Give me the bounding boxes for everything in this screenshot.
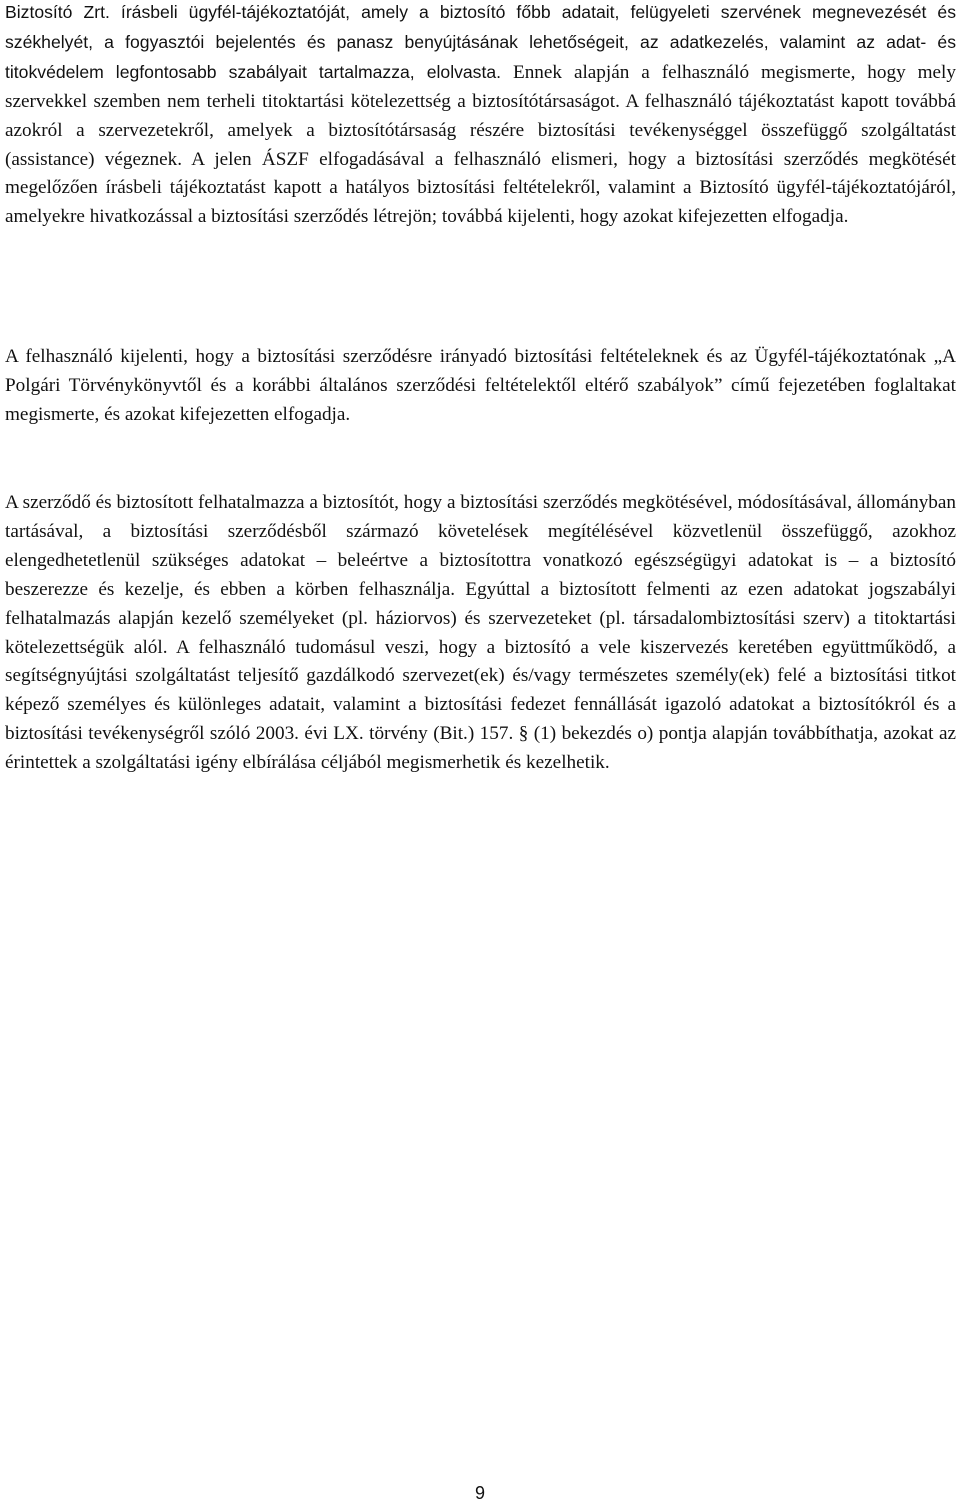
paragraph-civil-code-acknowledgement: A felhasználó kijelenti, hogy a biztosítási szerződésre irányadó biztosítási feltételeknek és az Ügyfél-tájékoztatónak „A Polgári Törvénykönyvtől és a korábbi általános szerződési feltételektől eltérő szabályok” című fejezetében foglaltakat megismerte, és azokat kifejezetten elfogadja. — [5, 346, 956, 425]
paragraph-data-processing-authorization: A szerződő és biztosított felhatalmazza a biztosítót, hogy a biztosítási szerződés megkötésével, módosításával, állományban tartásával, a biztosítási szerződésből származó követelések megítélésével közvetlenül összefüggő, azokhoz elengedhetetlenül szükséges adatokat – beleértve a biztosítottra vonatkozó egészségügyi adatokat is – a biztosító beszerezze és kezelje, és ebben a körben felhasználja. Egyúttal a biztosított felmenti az ezen adatokat jogszabályi felhatalmazás alapján kezelő személyeket (pl. háziorvos) és szervezeteket (pl. társadalombiztosítási szerv) a titoktartási kötelezettségük alól. A felhasználó tudomásul veszi, hogy a biztosító a vele kiszervezés keretében együttműködő, a segítségnyújtási szolgáltatást teljesítő gazdálkodó szervezet(ek) és/vagy természetes személy(ek) felé a biztosítási titkot képező személyes és különleges adatait, valamint a biztosítási fedezet fennállását igazoló adatokat a biztosítókról és a biztosítási tevékenységről szóló 2003. évi LX. törvény (Bit.) 157. § (1) bekezdés o) pontja alapján továbbíthatja, azokat az érintettek a szolgáltatási igény elbírálása céljából megismerhetik és kezelhetik. — [5, 492, 956, 774]
paragraph-consent-customer-info — [5, 0, 956, 232]
page-number: 9 — [474, 1483, 485, 1503]
paragraph-1-sans-text: Biztosító Zrt. írásbeli ügyfél-tájékoztatóját, amely a biztosító főbb adatait, felügyeleti szervének megnevezését és székhelyét, a fogyasztói bejelentés és panasz benyújtásának lehetőségeit, az adatkezelés, valamint az adat- és titokvédelem legfontosabb szabályait tartalmazza, elolvasta. — [5, 2, 956, 82]
paragraph-1-serif-text: Ennek alapján a felhasználó megismerte, hogy mely szervekkel szemben nem terheli titoktartási kötelezettség a biztosítótársaságot. A felhasználó tájékoztatást kapott továbbá azokról a szervezetekről, amelyek a biztosítótársaság részére biztosítási tevékenységgel összefüggő szolgáltatást (assistance) végeznek. A jelen ÁSZF elfogadásával a felhasználó elismeri, hogy a biztosítási szerződés megkötését megelőzően írásbeli tájékoztatást kapott a hatályos biztosítási feltételekről, valamint a Biztosító ügyfél-tájékoztatójáról, amelyekre hivatkozással a biztosítási szerződés létrejön; továbbá kijelenti, hogy azokat kifejezetten elfogadja. — [5, 61, 956, 228]
